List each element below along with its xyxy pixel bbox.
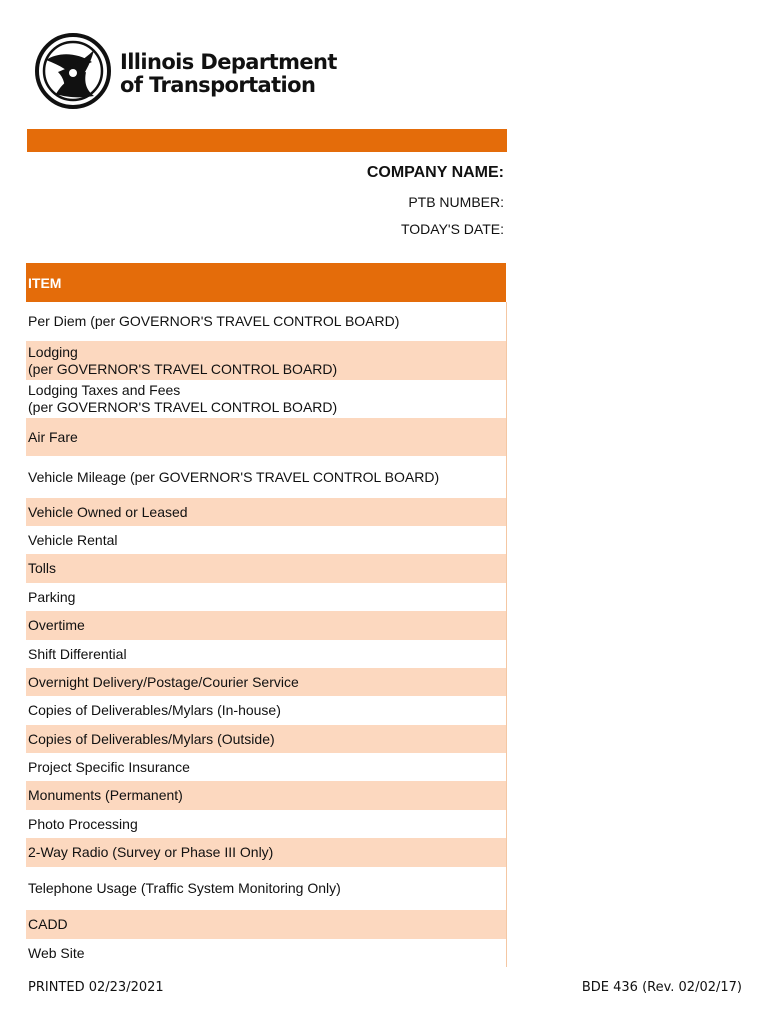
row-label: Per Diem (per GOVERNOR'S TRAVEL CONTROL BOARD) [28, 313, 400, 329]
row-label: Copies of Deliverables/Mylars (Outside) [28, 730, 275, 747]
table-row [26, 456, 506, 498]
table-row [26, 838, 506, 867]
row-label: Vehicle Owned or Leased [28, 503, 188, 520]
table-row [26, 341, 506, 380]
table-row [26, 526, 506, 554]
idot-emblem-icon [34, 32, 112, 110]
table-row [26, 753, 506, 781]
row-label: Air Fare [28, 428, 78, 445]
row-label: Shift Differential [28, 645, 127, 662]
row-label: Overnight Delivery/Postage/Courier Service [28, 673, 299, 690]
table-row [26, 781, 506, 810]
table-row [26, 554, 506, 583]
table-row [26, 380, 506, 418]
row-label-note: (per GOVERNOR'S TRAVEL CONTROL BOARD) [28, 399, 338, 415]
table-row [26, 939, 506, 967]
table-row [26, 696, 506, 725]
row-label: Lodging [28, 343, 78, 360]
row-label: Telephone Usage (Traffic System Monitoring Only) [28, 880, 341, 896]
row-label: Copies of Deliverables/Mylars (In-house) [28, 702, 281, 718]
row-label-note: (per GOVERNOR'S TRAVEL CONTROL BOARD) [28, 360, 338, 377]
row-label: Project Specific Insurance [28, 758, 190, 775]
row-label: Monuments (Permanent) [28, 787, 183, 803]
table-row [26, 583, 506, 611]
row-label: Web Site [28, 944, 85, 961]
todays-date-label: TODAY'S DATE: [400, 221, 504, 237]
row-label: 2-Way Radio (Survey or Phase III Only) [28, 844, 274, 860]
table-row [26, 668, 506, 696]
table-row [26, 302, 506, 341]
item-column-header: ITEM [26, 263, 506, 302]
agency-name-line2: of Transportation [120, 73, 316, 97]
table-row [26, 725, 506, 753]
table-row [26, 867, 506, 910]
row-label: CADD [28, 916, 68, 932]
item-table [26, 302, 507, 967]
agency-name-line1: Illinois Department [120, 50, 337, 74]
table-row [26, 910, 506, 939]
ptb-number-label: PTB NUMBER: [408, 194, 504, 210]
table-row [26, 418, 506, 456]
table-row [26, 498, 506, 526]
row-label: Photo Processing [28, 815, 138, 832]
table-row [26, 611, 506, 640]
row-label: Overtime [28, 617, 85, 633]
row-label: Vehicle Rental [28, 531, 118, 548]
row-label: Tolls [28, 560, 57, 576]
printed-date: PRINTED 02/23/2021 [28, 980, 164, 995]
table-row [26, 810, 506, 838]
title-band [27, 129, 507, 152]
row-label: Vehicle Mileage (per GOVERNOR'S TRAVEL CONTROL BOARD) [28, 468, 440, 485]
company-name-label: COMPANY NAME: [366, 164, 504, 181]
idot-logo [34, 32, 337, 112]
agency-name [120, 51, 337, 97]
row-label: Lodging Taxes and Fees [28, 382, 181, 398]
form-number: BDE 436 (Rev. 02/02/17) [581, 980, 742, 995]
table-row [26, 640, 506, 668]
row-label: Parking [28, 588, 76, 605]
